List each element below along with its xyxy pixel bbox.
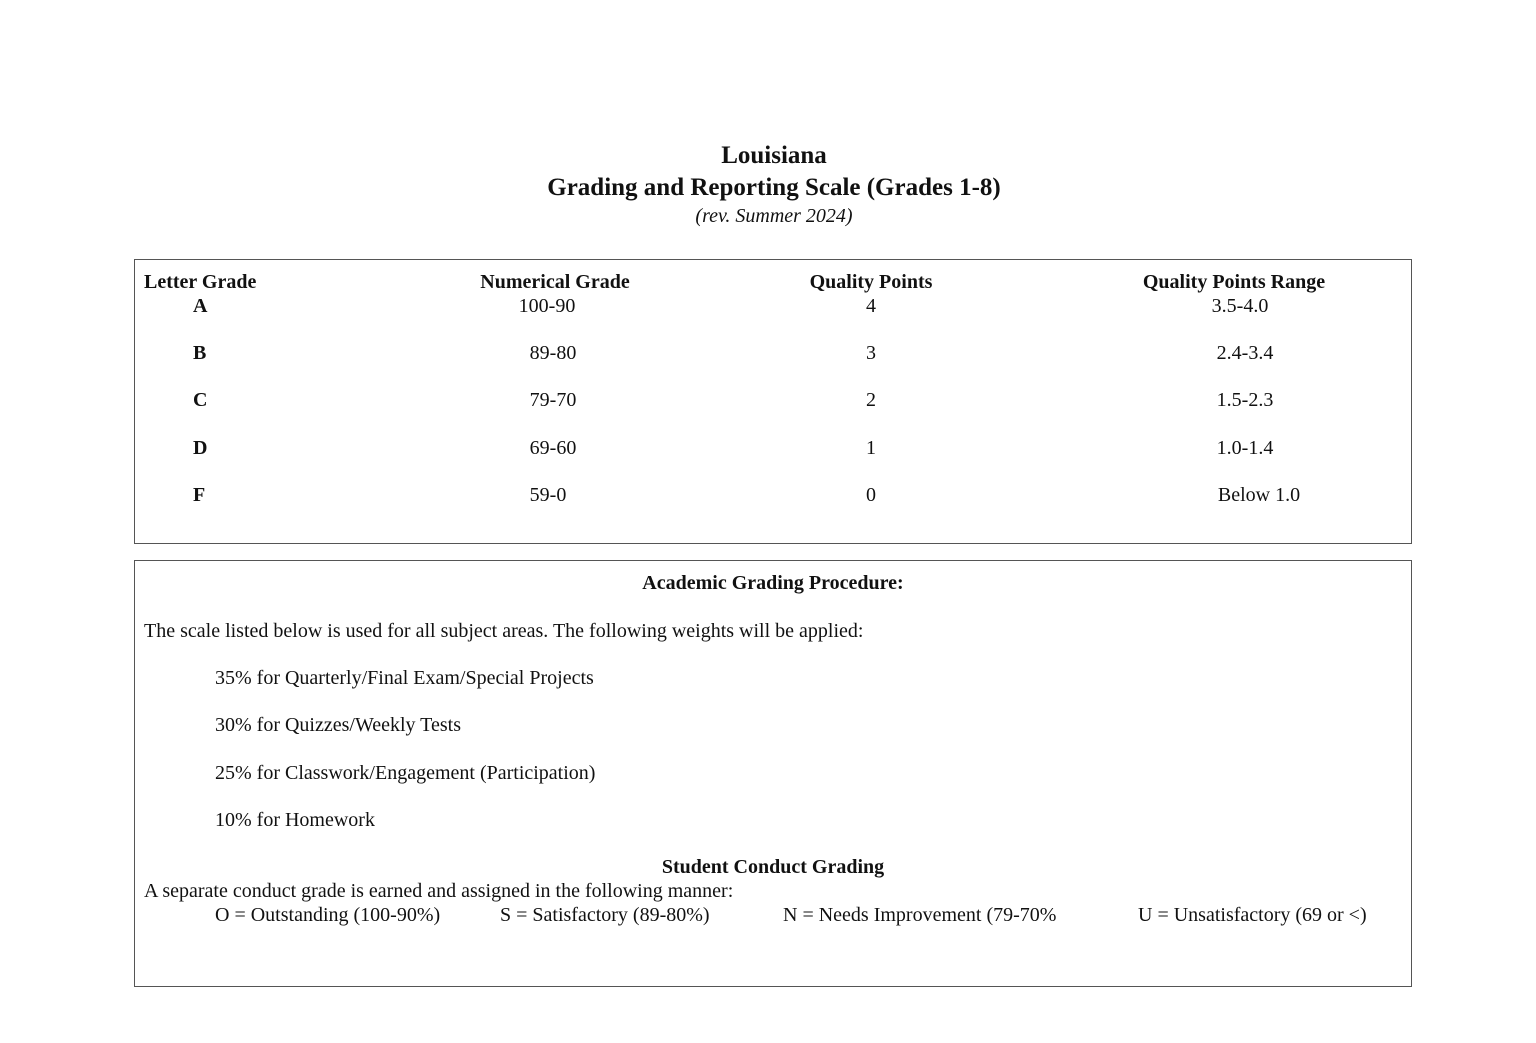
table-cell-numerical: 89-80 [529,342,577,364]
table-cell-range: 1.5-2.3 [1216,389,1274,411]
table-cell-range: Below 1.0 [1217,484,1301,506]
weight-item: 25% for Classwork/Engagement (Participation) [215,762,596,784]
conduct-grade-item: S = Satisfactory (89-80%) [500,904,710,926]
conduct-title: Student Conduct Grading [661,856,885,878]
grading-scale-table [134,259,1412,544]
table-cell-letter: C [193,389,208,411]
table-cell-numerical: 100-90 [518,295,576,317]
procedure-intro: The scale listed below is used for all subject areas. The following weights will be applied: [144,620,864,642]
conduct-grade-item: O = Outstanding (100-90%) [215,904,441,926]
table-cell-points: 4 [866,295,876,317]
document-header [0,140,1536,228]
grading-procedure-section [134,560,1412,987]
table-cell-letter: A [193,295,208,317]
weight-item: 30% for Quizzes/Weekly Tests [215,714,461,736]
column-header-quality-points-range: Quality Points Range [1142,271,1326,293]
page-title: Grading and Reporting Scale (Grades 1-8) [547,174,1001,201]
table-cell-range: 3.5-4.0 [1211,295,1269,317]
conduct-grade-item: N = Needs Improvement (79-70% [783,904,1057,926]
table-cell-range: 2.4-3.4 [1216,342,1274,364]
table-cell-points: 2 [866,389,876,411]
table-cell-points: 0 [866,484,876,506]
table-cell-numerical: 79-70 [529,389,577,411]
procedure-title: Academic Grading Procedure: [642,572,904,594]
table-cell-points: 1 [866,437,876,459]
weight-item: 35% for Quarterly/Final Exam/Special Projects [215,667,594,689]
table-cell-numerical: 69-60 [529,437,577,459]
table-cell-letter: B [193,342,207,364]
column-header-quality-points: Quality Points [809,271,933,293]
table-cell-numerical: 59-0 [529,484,567,506]
column-header-letter-grade: Letter Grade [144,271,257,293]
table-cell-points: 3 [866,342,876,364]
table-cell-letter: F [193,484,206,506]
table-cell-letter: D [193,437,208,459]
table-cell-range: 1.0-1.4 [1216,437,1274,459]
column-header-numerical-grade: Numerical Grade [480,271,630,293]
conduct-grade-item: U = Unsatisfactory (69 or <) [1138,904,1367,926]
conduct-intro: A separate conduct grade is earned and assigned in the following manner: [144,880,734,902]
weight-item: 10% for Homework [215,809,375,831]
revision-note: (rev. Summer 2024) [695,205,853,227]
state-title: Louisiana [721,142,827,169]
